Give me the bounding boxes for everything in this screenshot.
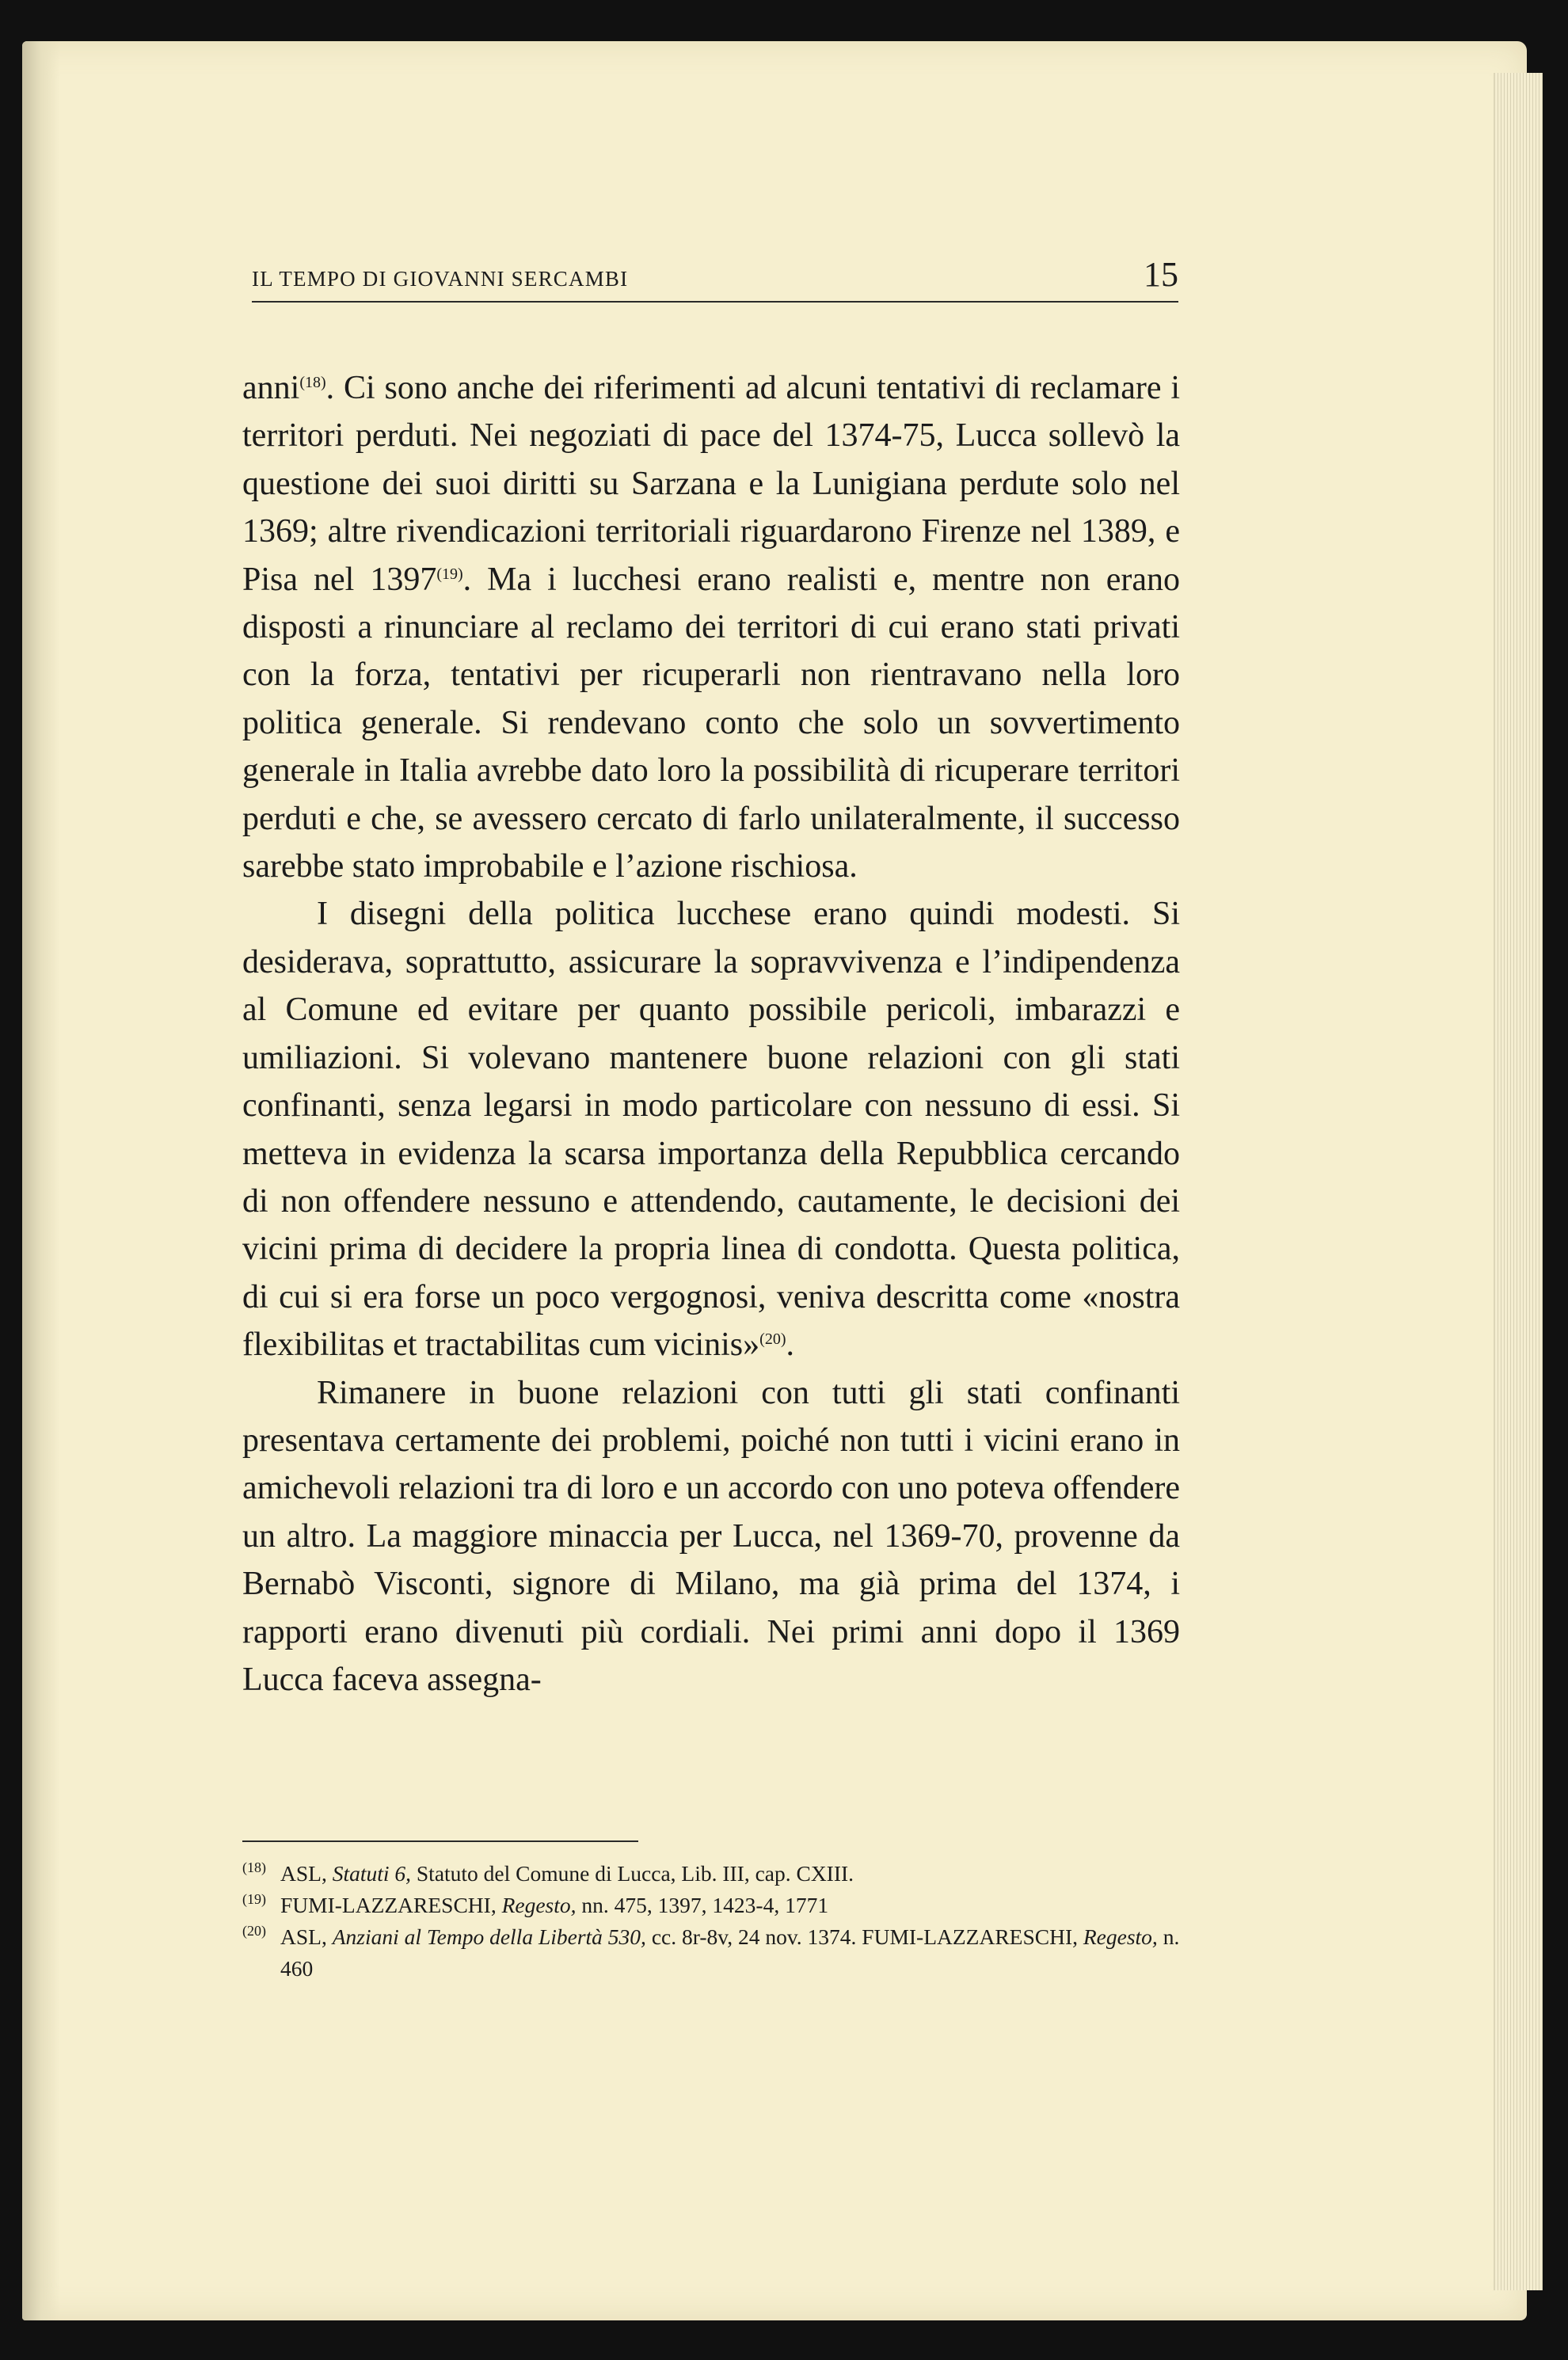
footnote-19 — [242, 1890, 1180, 1921]
running-head: IL TEMPO DI GIOVANNI SERCAMBI — [252, 267, 629, 291]
footnote-mark: (19) — [242, 1891, 266, 1907]
footnote-20 — [242, 1921, 1180, 1985]
footnote-text: n. 460 — [280, 1924, 1180, 1981]
paragraph-2-text-b: . — [786, 1327, 794, 1364]
footnote-mark: (18) — [242, 1859, 266, 1875]
footnote-italic: Regesto, — [501, 1893, 577, 1917]
paragraph-1 — [242, 364, 1180, 890]
footnote-text: nn. 475, 1397, 1423-4, 1771 — [576, 1893, 829, 1917]
footnote-text: FUMI-LAZZARESCHI, — [280, 1893, 502, 1917]
footnote-ref-20[interactable]: (20) — [759, 1330, 786, 1349]
paragraph-1-text-c: . Ma i lucchesi erano realisti e, mentre non erano disposti a rinunciare al reclamo dei territori di cui erano stati privati con la forza, tentativi per ricuperarli non rientravano nella loro politica generale. Si rendevano conto che solo un sovvertimento generale in Italia avrebbe dato loro la possibilità di ricuperare territori perduti e che, se avessero cercato di farlo unilateralmente, il successo sarebbe stato improbabile e l’azione rischiosa. — [242, 561, 1180, 885]
footnote-text: ASL, — [280, 1861, 333, 1886]
footnote-text: Statuto del Comune di Lucca, Lib. III, cap. CXIII. — [411, 1861, 854, 1886]
footnote-18 — [242, 1858, 1180, 1890]
paragraph-1-text-b: . Ci sono anche dei riferimenti ad alcuni tentativi di reclamare i territori perduti. Nei negoziati di pace del 1374-75, Lucca sollevò la questione dei suoi diritti su Sarzana e la Lunigiana perdute solo nel 1369; altre rivendicazioni territoriali riguardarono Firenze nel 1389, e Pisa nel 1397 — [242, 370, 1180, 598]
footnotes — [242, 1858, 1180, 1985]
footnote-ref-18[interactable]: (18) — [299, 374, 326, 391]
footnote-italic: Statuti 6, — [332, 1861, 412, 1886]
page-header — [252, 246, 1178, 303]
footnote-text: cc. 8r-8v, 24 nov. 1374. FUMI-LAZZARESCHI, — [645, 1924, 1083, 1949]
footnote-italic: Anziani al Tempo della Libertà 530, — [332, 1924, 646, 1949]
page-fore-edge — [1494, 73, 1543, 2290]
page-number: 15 — [1144, 255, 1178, 294]
footnote-italic: Regesto, — [1083, 1924, 1158, 1949]
footnote-mark: (20) — [242, 1923, 266, 1939]
page-gutter-shadow — [22, 41, 60, 2320]
paragraph-3: Rimanere in buone relazioni con tutti gli stati confinanti presentava certamente dei problemi, poiché non tutti i vicini erano in amichevoli relazioni tra di loro e un accordo con uno poteva offendere un altro. La maggiore minaccia per Lucca, nel 1369-70, provenne da Bernabò Visconti, signore di Milano, ma già prima del 1374, i rapporti erano divenuti più cordiali. Nei primi anni dopo il 1369 Lucca faceva assegna- — [242, 1374, 1180, 1698]
footnote-text: ASL, — [280, 1924, 333, 1949]
main-text — [242, 364, 1180, 1703]
footnote-ref-19[interactable]: (19) — [436, 565, 463, 583]
paragraph-2 — [242, 890, 1180, 1368]
footnote-separator — [242, 1840, 638, 1842]
paragraph-2-text-a: I disegni della politica lucchese erano quindi modesti. Si desiderava, soprattutto, assicurare la sopravvivenza e l’indipendenza al Comune ed evitare per quanto possibile pericoli, imbarazzi e umiliazioni. Si volevano mantenere buone relazioni con gli stati confinanti, senza legarsi in modo particolare con nessuno di essi. Si metteva in evidenza la scarsa importanza della Repubblica cercando di non offendere nessuno e attendendo, cautamente, le decisioni dei vicini prima di decidere la propria linea di condotta. Questa politica, di cui si era forse un poco vergognosi, veniva descritta come «nostra flexibilitas et tractabilitas cum vicinis» — [242, 896, 1180, 1364]
paragraph-1-text-a: anni — [242, 370, 300, 406]
